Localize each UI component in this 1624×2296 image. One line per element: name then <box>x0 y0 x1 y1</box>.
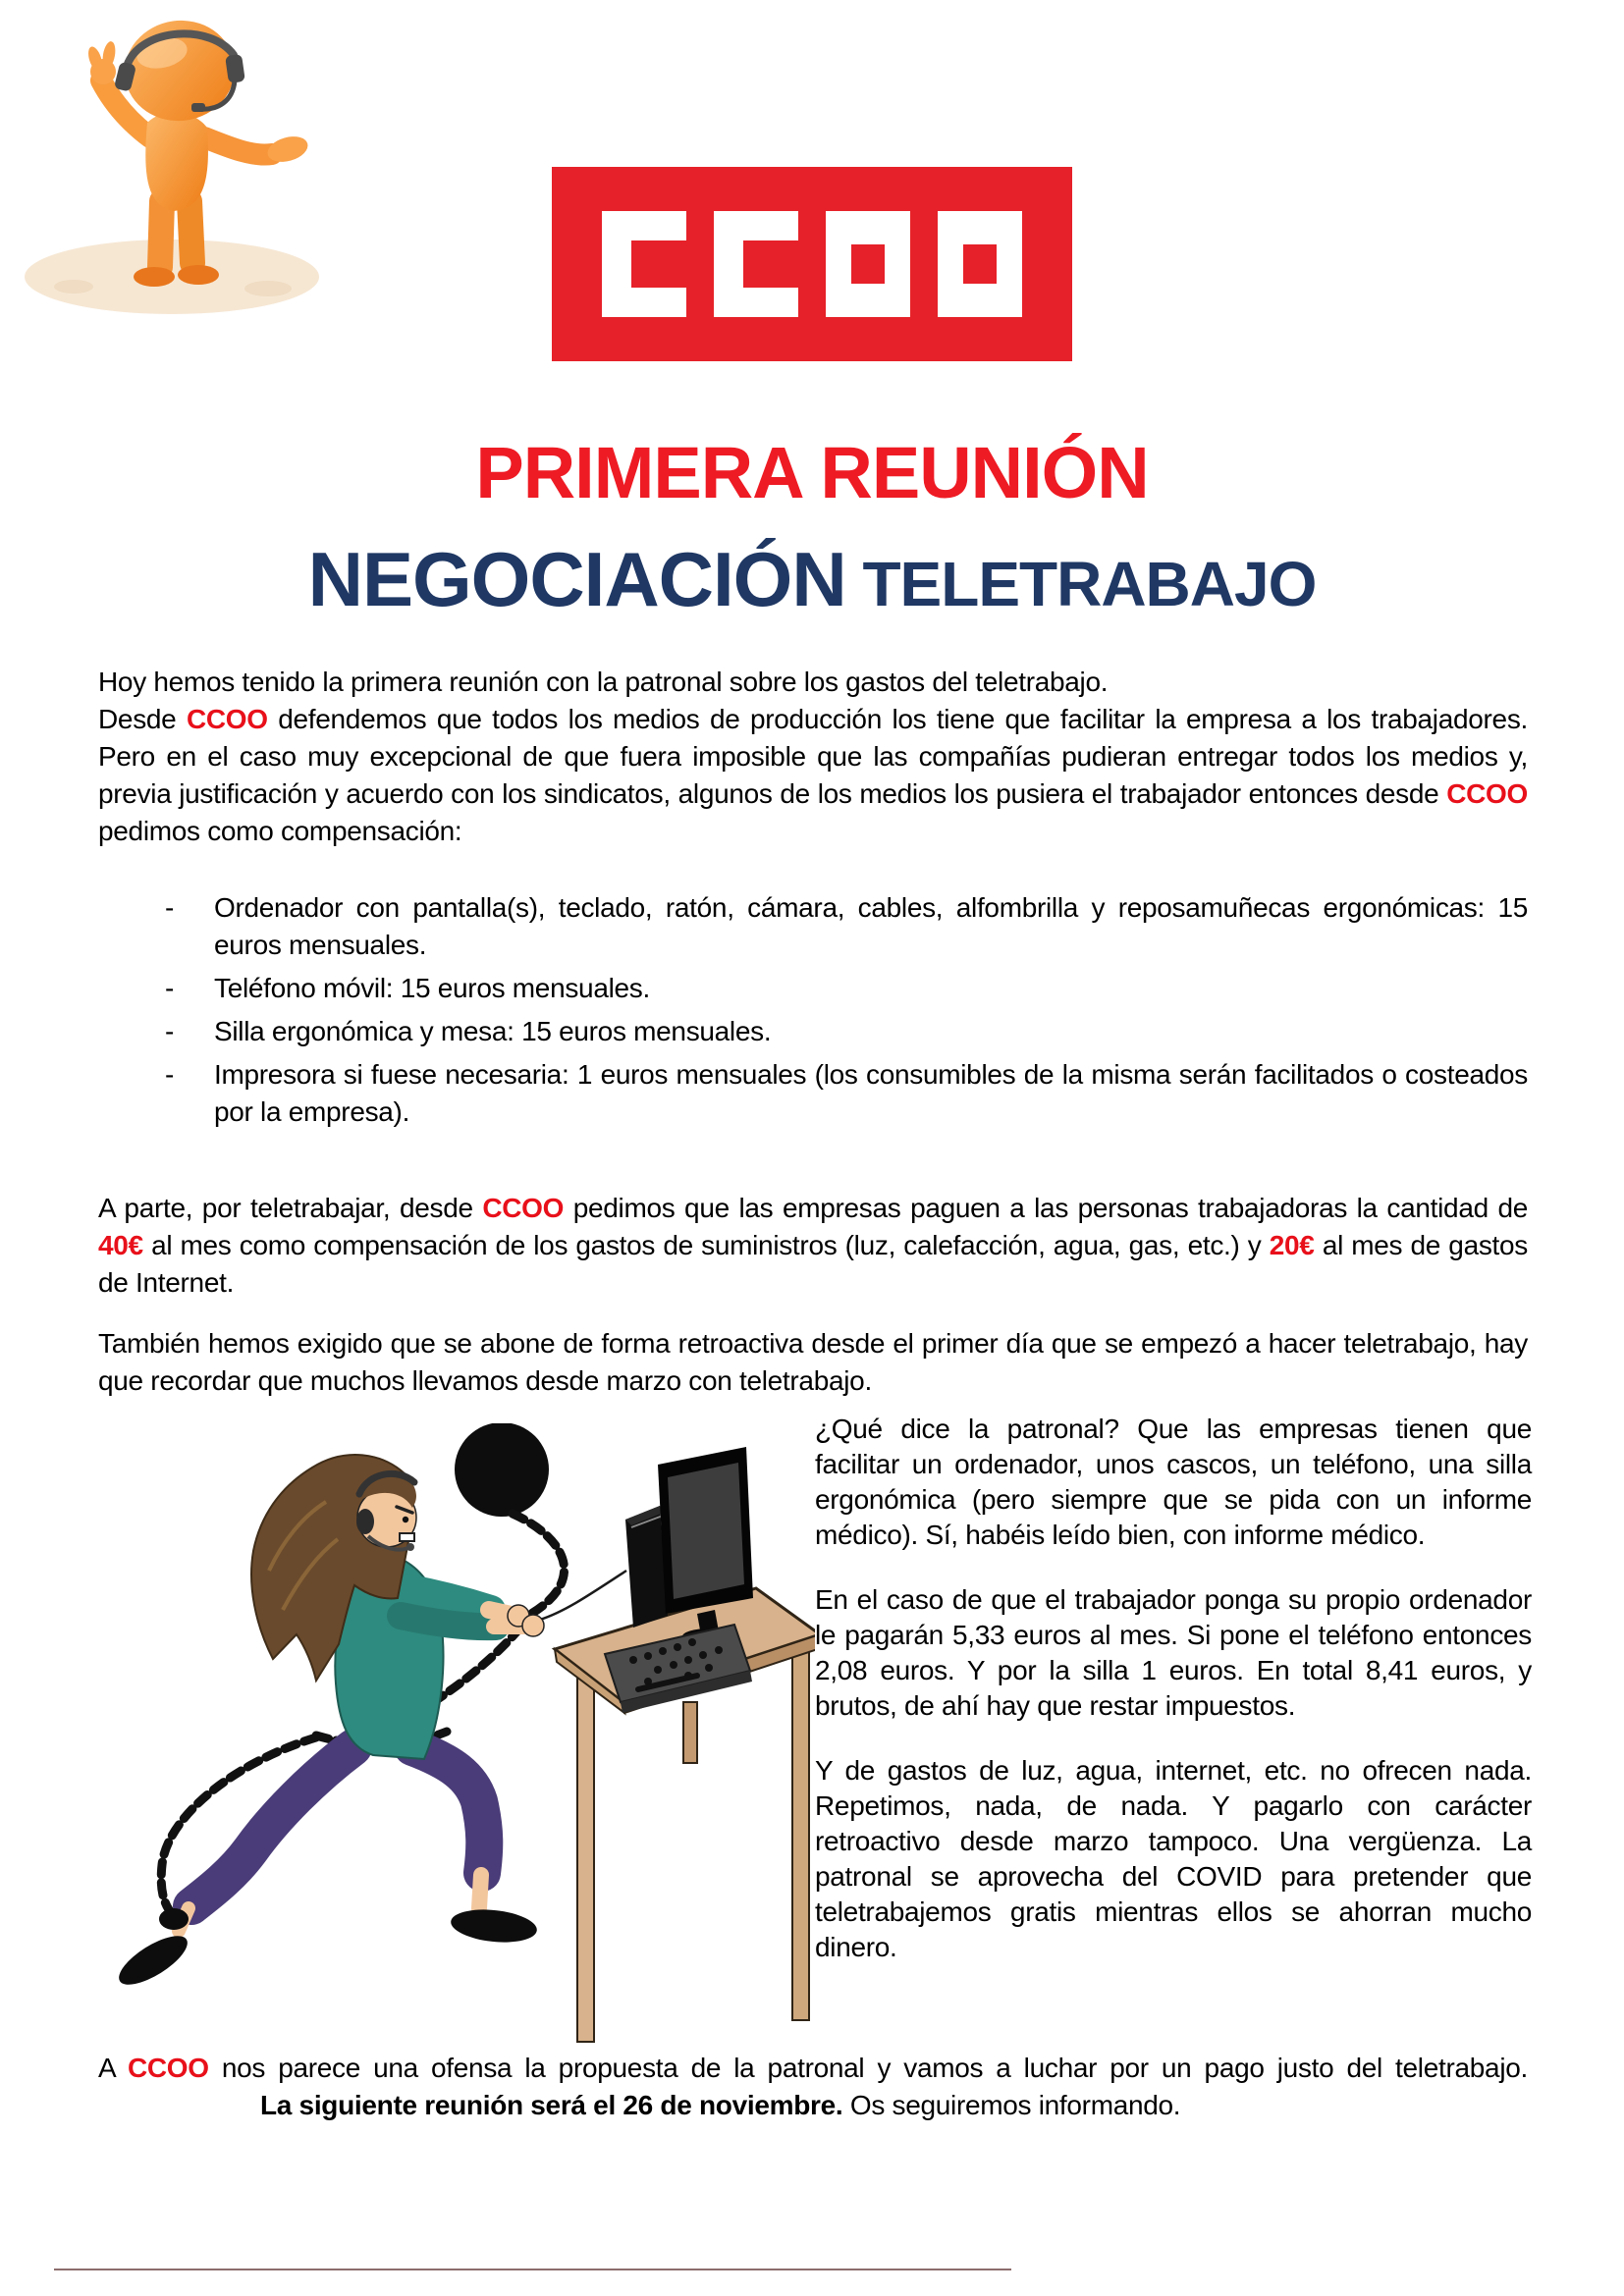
intro-text: defendemos que todos los medios de producción los tiene que facilitar la empresa a los trabajadores. Pero en el caso muy excepcional de que fuera imposible que las compañías pudieran entregar todos los medios y, previa justificación y acuerdo con los sindicatos, algunos de los medios los pusiera el trabajador entonces desde <box>98 704 1528 809</box>
gastos-paragraph: Y de gastos de luz, agua, internet, etc. no ofrecen nada. Repetimos, nada, de nada. Y pagarlo con carácter retroactivo desde marzo tampoco. Una vergüenza. La patronal se aprovecha del COVID para pretender que teletrabajemos gratis mientras ellos se ahorran mucho dinero. <box>815 1755 1532 1962</box>
page-title-line1: PRIMERA REUNIÓN <box>475 432 1149 513</box>
iron-ball <box>455 1423 549 1517</box>
footer-text: Os seguiremos informando. <box>842 2090 1181 2120</box>
back-leg <box>191 1747 353 1906</box>
right-column <box>815 1412 1532 1995</box>
intro-text: pedimos como compensación: <box>98 816 462 846</box>
gritted-teeth <box>400 1533 414 1541</box>
back-shoe <box>112 1927 194 1994</box>
ccoo-red-text: CCOO <box>127 2053 209 2083</box>
footnote-rule <box>54 2269 1011 2270</box>
woman-figure <box>112 1455 544 1994</box>
bullet-text: Teléfono móvil: 15 euros mensuales. <box>214 973 650 1003</box>
bullet-dash: - <box>165 1059 175 1090</box>
ankle-cuff <box>159 1908 189 1930</box>
footer-text: A <box>98 2053 128 2083</box>
title-negociacion: NEGOCIACIÓN <box>307 536 846 622</box>
next-meeting-bold-text: La siguiente reunión será el 26 de noviembre. <box>260 2090 843 2120</box>
amount-40-euros: 40€ <box>98 1230 143 1260</box>
bullet-item <box>165 1056 1528 1131</box>
amount-20-euros: 20€ <box>1269 1230 1315 1260</box>
intro-text: Desde <box>98 704 187 734</box>
page-title-line2 <box>0 530 1624 651</box>
headset-person-illustration <box>15 10 329 314</box>
footer-paragraph <box>98 2050 1528 2124</box>
compensation-text: pedimos que las empresas paguen a las personas trabajadoras la cantidad de <box>564 1193 1528 1223</box>
footer-text: nos parece una ofensa la propuesta de la patronal y vamos a luchar por un pago justo del teletrabajo. <box>208 2053 1528 2083</box>
bullet-text: Impresora si fuese necesaria: 1 euros mensuales (los consumibles de la misma serán facilitados o costeados por la empresa). <box>214 1059 1528 1127</box>
lower-arm <box>401 1616 496 1627</box>
bullet-dash: - <box>165 1016 175 1046</box>
retroactive-paragraph: También hemos exigido que se abone de forma retroactiva desde el primer día que se empezó a hacer teletrabajo, hay que recordar que muchos llevamos desde marzo con teletrabajo. <box>98 1328 1528 1396</box>
title-teletrabajo: TELETRABAJO <box>845 549 1317 619</box>
bullet-dash: - <box>165 892 175 923</box>
amounts-paragraph: En el caso de que el trabajador ponga su propio ordenador le pagarán 5,33 euros al mes. Si pone el teléfono entonces 2,08 euros. Y por la silla 1 euros. En total 8,41 euros, y brutos, de ahí hay que restar impuestos. <box>815 1584 1532 1721</box>
ccoo-red-text: CCOO <box>1446 778 1528 809</box>
compensation-paragraph <box>98 1190 1528 1302</box>
bullet-dash: - <box>165 973 175 1003</box>
bullet-text: Ordenador con pantalla(s), teclado, ratón, cámara, cables, alfombrilla y reposamuñecas ergonómicas: 15 euros mensuales. <box>214 892 1528 960</box>
bullet-text: Silla ergonómica y mesa: 15 euros mensuales. <box>214 1016 772 1046</box>
headset-earcup-icon <box>356 1509 374 1534</box>
bullet-list <box>165 889 1528 1137</box>
intro-paragraph <box>98 664 1528 850</box>
bullet-item <box>165 889 1528 964</box>
intro-line-2 <box>98 701 1528 850</box>
ccoo-red-text: CCOO <box>482 1193 565 1223</box>
front-leg <box>412 1747 484 1873</box>
compensation-text: A parte, por teletrabajar, desde <box>98 1193 483 1223</box>
front-shoe <box>450 1905 539 1946</box>
ccoo-logo <box>552 167 1072 361</box>
bullet-item <box>165 1013 1528 1050</box>
hand <box>522 1615 544 1636</box>
ccoo-red-text: CCOO <box>186 704 268 734</box>
patronal-paragraph: ¿Qué dice la patronal? Que las empresas tienen que facilitar un ordenador, unos cascos, un teléfono, una silla ergonómica (pero siempre que se pida con un informe médico). Sí, habéis leído bien, con informe médico. <box>815 1414 1532 1550</box>
compensation-text: al mes como compensación de los gastos de suministros (luz, calefacción, agua, gas, etc.) y <box>142 1230 1270 1260</box>
front-ankle <box>479 1875 481 1908</box>
bullet-item <box>165 970 1528 1007</box>
intro-line-1: Hoy hemos tenido la primera reunión con la patronal sobre los gastos del teletrabajo. <box>98 667 1109 697</box>
compensation-text: al mes de gastos de Internet. <box>98 1230 1528 1298</box>
eye <box>403 1517 408 1522</box>
chained-teleworker-illustration <box>59 1423 815 2052</box>
